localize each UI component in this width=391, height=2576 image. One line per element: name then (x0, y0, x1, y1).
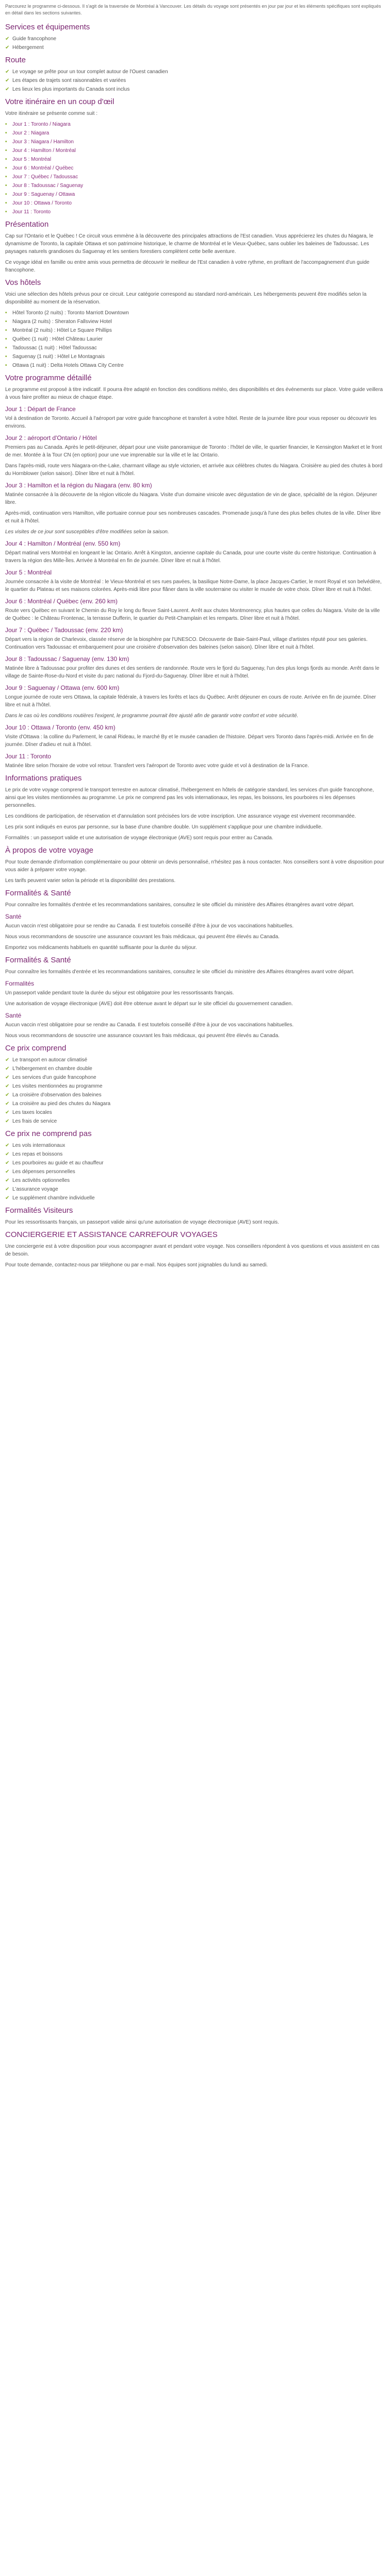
list-item: ✔ Les repas et boissons (5, 1151, 63, 1157)
itinerary-day-link[interactable]: Jour 1 : Toronto / Niagara (12, 122, 71, 127)
list-item[interactable] (5, 138, 386, 146)
bullet-icon: • (5, 157, 7, 162)
list-item: ✔ La croisière d'observation des baleines (5, 1092, 102, 1098)
list-item: ✔ Hébergement (5, 45, 44, 50)
list-item[interactable] (5, 173, 386, 181)
check-icon: ✔ (5, 1178, 10, 1183)
list-item: • Niagara (2 nuits) : Sheraton Fallsview Hotel (5, 319, 112, 325)
check-icon: ✔ (5, 1195, 10, 1201)
list-item: ✔ L'assurance voyage (5, 1187, 58, 1192)
itinerary-day-link[interactable]: Jour 2 : Niagara (12, 130, 50, 136)
itinerary-day-link[interactable]: Jour 9 : Saguenay / Ottawa (12, 192, 75, 197)
list-item: • Montréal (2 nuits) : Hôtel Le Square Phillips (5, 328, 112, 333)
list-item[interactable] (5, 164, 386, 172)
list-item: • Ottawa (1 nuit) : Delta Hotels Ottawa City Centre (5, 363, 124, 368)
bullet-icon: • (5, 200, 7, 206)
sante-title: Santé (5, 1012, 22, 1019)
presentation-title: Présentation (5, 220, 49, 229)
included-title: Ce prix comprend (5, 1044, 67, 1053)
day-paragraph: Matinée consacrée à la découverte de la région viticole du Niagara. Visite d'un domaine vinicole avec dégustation de vin de glace, spécialité de la région. Déjeuner libre. (5, 492, 378, 505)
check-icon: ✔ (5, 1187, 10, 1192)
day-list (5, 404, 386, 770)
bullet-icon: • (5, 328, 7, 333)
sante-title: Santé (5, 913, 22, 920)
check-icon: ✔ (5, 1143, 10, 1148)
formalites-paragraph: Une autorisation de voyage électronique (AVE) doit être obtenue avant le départ sur le site officiel du gouvernement canadien. (5, 1001, 293, 1007)
day-title: Jour 7 : Québec / Tadoussac (env. 220 km) (5, 626, 123, 634)
check-icon: ✔ (5, 1092, 10, 1098)
day-paragraph: Dans l'après-midi, route vers Niagara-on-the-Lake, charmant village au style victorien, et arrivée aux célèbres chutes du Niagara. Croisière au pied des chutes à bord du Hornblower (selon saison). Dîner libre et nuit à l'hôtel. (5, 463, 383, 477)
hotels-title: Vos hôtels (5, 278, 41, 287)
bullet-icon: • (5, 165, 7, 171)
check-icon: ✔ (5, 1160, 10, 1166)
list-item: ✔ Les lieux les plus importants du Canada sont inclus (5, 87, 130, 92)
info-paragraph: Les conditions de participation, de réservation et d'annulation sont précisées lors de votre inscription. Une assurance voyage est vivement recommandée. (5, 814, 356, 819)
excluded-title: Ce prix ne comprend pas (5, 1129, 92, 1138)
list-item: ✔ L'hébergement en chambre double (5, 1066, 92, 1072)
check-icon: ✔ (5, 1110, 10, 1115)
day-paragraph: Après-midi, continuation vers Hamilton, ville portuaire connue pour ses nombreuses cascades. Promenade jusqu'à l'une des plus belles chutes de la ville. Dîner libre et nuit à l'hôtel. (5, 511, 381, 524)
itinerary-day-link[interactable]: Jour 6 : Montréal / Québec (12, 165, 74, 171)
itinerary-day-link[interactable]: Jour 4 : Hamilton / Montréal (12, 148, 76, 154)
conciergerie-title: CONCIERGERIE ET ASSISTANCE CARREFOUR VOYAGES (5, 1230, 218, 1239)
formalites-title: Formalités & Santé (5, 956, 71, 964)
check-icon: ✔ (5, 1057, 10, 1063)
list-item: ✔ Guide francophone (5, 36, 57, 42)
itinerary-day-link[interactable]: Jour 3 : Niagara / Hamilton (12, 139, 74, 145)
bullet-icon: • (5, 209, 7, 215)
info-title: Informations pratiques (5, 774, 82, 783)
list-item[interactable] (5, 147, 386, 155)
list-item: ✔ Les vols internationaux (5, 1143, 66, 1148)
day-title: Jour 5 : Montréal (5, 569, 52, 576)
sante-paragraph: Nous vous recommandons de souscrire une assurance couvrant les frais médicaux, qui peuvent être élevés au Canada. (5, 934, 280, 940)
day-notice: Les visites de ce jour sont susceptibles d'être modifiées selon la saison. (5, 529, 169, 535)
programme-paragraph: Le programme est proposé à titre indicatif. Il pourra être adapté en fonction des conditions météo, des disponibilités et des événements sur place. Votre guide veillera à vous faire profiter au mieux de chaque étape. (5, 387, 383, 400)
check-icon: ✔ (5, 1151, 10, 1157)
day-paragraph: Visite d'Ottawa : la colline du Parlement, le canal Rideau, le marché By et le musée canadien de l'histoire. Départ vers Toronto dans l'après-midi. Arrivée en fin de journée. Dîner d'adieu et nuit à l'hôtel. (5, 734, 374, 748)
list-item: • Québec (1 nuit) : Hôtel Château Laurier (5, 336, 103, 342)
check-icon: ✔ (5, 1066, 10, 1072)
itinerary-day-link[interactable]: Jour 7 : Québec / Tadoussac (12, 174, 78, 180)
bullet-icon: • (5, 122, 7, 127)
day-title: Jour 11 : Toronto (5, 753, 51, 760)
info-paragraph: Formalités : un passeport valide et une autorisation de voyage électronique (AVE) sont requis pour entrer au Canada. (5, 835, 273, 841)
itinerary-day-link[interactable]: Jour 11 : Toronto (12, 209, 51, 215)
list-item: ✔ Les taxes locales (5, 1110, 52, 1115)
itinerary-day-link[interactable]: Jour 8 : Tadoussac / Saguenay (12, 183, 84, 189)
hotels-list (5, 309, 386, 369)
list-item: ✔ Les activités optionnelles (5, 1178, 70, 1183)
formalites-paragraph: Pour connaître les formalités d'entrée et les recommandations sanitaires, consultez le site officiel du ministère des Affaires étrangères avant votre départ. (5, 902, 354, 908)
conciergerie-paragraph: Une conciergerie est à votre disposition pour vous accompagner avant et pendant votre voyage. Nos conseillers répondent à vos questions et vous assistent en cas de besoin. (5, 1244, 380, 1257)
programme-title: Votre programme détaillé (5, 374, 92, 382)
hotels-paragraph: Voici une sélection des hôtels prévus pour ce circuit. Leur catégorie correspond au standard nord-américain. Les hébergements peuvent être modifiés selon la disponibilité au moment de la réservation. (5, 292, 367, 305)
day-title: Jour 10 : Ottawa / Toronto (env. 450 km) (5, 724, 116, 731)
itinerary-day-link[interactable]: Jour 5 : Montréal (12, 157, 52, 162)
bullet-icon: • (5, 336, 7, 342)
list-item: ✔ Les services d'un guide francophone (5, 1075, 96, 1080)
sante-paragraph: Nous vous recommandons de souscrire une assurance couvrant les frais médicaux, qui peuvent être élevés au Canada. (5, 1033, 280, 1039)
check-icon: ✔ (5, 1083, 10, 1089)
itinerary-day-link[interactable]: Jour 10 : Ottawa / Toronto (12, 200, 72, 206)
check-icon: ✔ (5, 69, 10, 75)
list-item[interactable] (5, 199, 386, 207)
check-icon: ✔ (5, 1075, 10, 1080)
info-paragraph: Le prix de votre voyage comprend le transport terrestre en autocar climatisé, l'hébergement en hôtels de catégorie standard, les services d'un guide francophone, ainsi que les visites mentionnées au programme. Le prix ne comprend pas les vols internationaux, les repas, les boissons, les pourboires ni les dépenses personnelles. (5, 787, 374, 808)
list-item: ✔ Le transport en autocar climatisé (5, 1057, 88, 1063)
bullet-icon: • (5, 319, 7, 325)
page (5, 0, 386, 1272)
presentation-paragraph: Ce voyage idéal en famille ou entre amis vous permettra de découvrir le meilleur de l'Est canadien à votre rythme, en profitant de l'accompagnement d'un guide francophone. (5, 260, 370, 273)
excluded-list (5, 1142, 386, 1202)
bullet-icon: • (5, 363, 7, 368)
formalites-paragraph: Un passeport valide pendant toute la durée du séjour est obligatoire pour les ressortissants français. (5, 990, 234, 996)
sante-paragraph: Aucun vaccin n'est obligatoire pour se rendre au Canada. Il est toutefois conseillé d'être à jour de vos vaccinations habituelles. (5, 1022, 294, 1028)
check-icon: ✔ (5, 87, 10, 92)
day-paragraph: Matinée libre à Tadoussac pour profiter des dunes et des sentiers de randonnée. Route vers le fjord du Saguenay, l'un des plus longs fjords au monde. Arrêt dans le village de Sainte-Rose-du-Nord et visite du parc national du Fjord-du-Saguenay. Dîner libre et nuit à l'hôtel. (5, 666, 380, 679)
formalites-paragraph: Pour connaître les formalités d'entrée et les recommandations sanitaires, consultez le site officiel du ministère des Affaires étrangères avant votre départ. (5, 969, 354, 975)
price-paragraph: Les tarifs peuvent varier selon la période et la disponibilité des prestations. (5, 878, 176, 884)
list-item[interactable] (5, 156, 386, 163)
sante-paragraph: Aucun vaccin n'est obligatoire pour se rendre au Canada. Il est toutefois conseillé d'être à jour de vos vaccinations habituelles. (5, 923, 294, 929)
day-title: Jour 9 : Saguenay / Ottawa (env. 600 km) (5, 684, 120, 691)
list-item: ✔ Les dépenses personnelles (5, 1169, 75, 1175)
sante-paragraph: Emportez vos médicaments habituels en quantité suffisante pour la durée du séjour. (5, 945, 197, 951)
check-icon: ✔ (5, 45, 10, 50)
itinerary-subtitle: Votre itinéraire se présente comme suit : (5, 111, 97, 116)
day-paragraph: Départ vers la région de Charlevoix, classée réserve de la biosphère par l'UNESCO. Découverte de Baie-Saint-Paul, village d'artistes réputé pour ses galeries. Continuation vers Tadoussac et embarquement pour une croisière d'observation des baleines (selon saison). Dîner libre et nuit à l'hôtel. (5, 637, 368, 650)
list-item[interactable] (5, 208, 386, 216)
list-item[interactable] (5, 121, 386, 128)
itinerary-title: Votre itinéraire en un coup d'œil (5, 97, 115, 106)
services-title: Services et équipements (5, 23, 90, 31)
day-paragraph: Premiers pas au Canada. Après le petit-déjeuner, départ pour une visite panoramique de Toronto : l'hôtel de ville, le quartier financier, le Kensington Market et le front de mer. Montée à la Tour CN (en option) pour une vue imprenable sur la ville et le lac Ontario. (5, 445, 382, 458)
list-item: ✔ Le supplément chambre individuelle (5, 1195, 95, 1201)
list-item: ✔ Les étapes de trajets sont raisonnables et variées (5, 78, 126, 83)
day-paragraph: Matinée libre selon l'horaire de votre vol retour. Transfert vers l'aéroport de Toronto avec votre guide et vol à destination de la France. (5, 763, 309, 769)
list-item: ✔ Les pourboires au guide et au chauffeur (5, 1160, 104, 1166)
day-title: Jour 8 : Tadoussac / Saguenay (env. 130 km) (5, 655, 129, 663)
list-item: • Tadoussac (1 nuit) : Hôtel Tadoussac (5, 345, 97, 351)
check-icon: ✔ (5, 1118, 10, 1124)
formalites-title: Formalités & Santé (5, 889, 71, 897)
presentation-paragraph: Cap sur l'Ontario et le Québec ! Ce circuit vous emmène à la découverte des principales attractions de l'Est canadien. Vous apprécierez les chutes du Niagara, le dynamisme de Toronto, la capitale Ottawa et son patrimoine historique, le charme de Montréal et le Vieux-Québec, sans oublier les baleines de Tadoussac. Les paysages naturels grandioses du Saguenay et les sentiers forestiers complètent cette belle aventure. (5, 233, 373, 255)
list-item: • Hôtel Toronto (2 nuits) : Toronto Marriott Downtown (5, 310, 129, 316)
itinerary-list (5, 121, 386, 216)
included-list (5, 1056, 386, 1125)
bullet-icon: • (5, 148, 7, 154)
day-paragraph: Vol à destination de Toronto. Accueil à l'aéroport par votre guide francophone et transfert à votre hôtel. Reste de la journée libre pour vous reposer ou découvrir les environs. (5, 416, 377, 429)
bullet-icon: • (5, 310, 7, 316)
intro-text: Parcourez le programme ci-dessous. Il s'agit de la traversée de Montréal à Vancouver. Les détails du voyage sont présentés en jour par jour et les éléments spécifiques sont expliqués en détail dans les sections suivantes. (5, 4, 381, 15)
bullet-icon: • (5, 345, 7, 351)
price-paragraph: Pour toute demande d'information complémentaire ou pour obtenir un devis personnalisé, n'hésitez pas à nous contacter. Nos conseillers sont à votre disposition pour vous aider à préparer votre voyage. (5, 859, 384, 873)
check-icon: ✔ (5, 1169, 10, 1175)
check-icon: ✔ (5, 78, 10, 83)
services-list (5, 35, 386, 52)
list-item: ✔ Le voyage se prête pour un tour complet autour de l'Ouest canadien (5, 69, 168, 75)
list-item: ✔ La croisière au pied des chutes du Niagara (5, 1101, 111, 1107)
day-title: Jour 4 : Hamilton / Montréal (env. 550 km) (5, 540, 121, 547)
formalites-subtitle: Formalités (5, 980, 35, 987)
route-list (5, 68, 386, 93)
list-item: ✔ Les frais de service (5, 1118, 57, 1124)
day-title: Jour 1 : Départ de France (5, 405, 76, 413)
price-title: À propos de votre voyage (5, 846, 93, 855)
route-title: Route (5, 56, 26, 64)
bullet-icon: • (5, 354, 7, 360)
bullet-icon: • (5, 183, 7, 189)
bullet-icon: • (5, 139, 7, 145)
conciergerie-paragraph: Pour toute demande, contactez-nous par téléphone ou par e-mail. Nos équipes sont joignables du lundi au samedi. (5, 1262, 268, 1268)
bullet-icon: • (5, 174, 7, 180)
day-title: Jour 2 : aéroport d'Ontario / Hôtel (5, 434, 97, 442)
check-icon: ✔ (5, 1101, 10, 1107)
day-notice: Dans le cas où les conditions routières l'exigent, le programme pourrait être ajusté afin de garantir votre confort et votre sécurité. (5, 713, 299, 719)
bullet-icon: • (5, 130, 7, 136)
list-item[interactable] (5, 182, 386, 190)
bullet-icon: • (5, 192, 7, 197)
day-paragraph: Longue journée de route vers Ottawa, la capitale fédérale, à travers les forêts et lacs du Québec. Arrêt déjeuner en cours de route. Arrivée en fin de journée. Dîner libre et nuit à l'hôtel. (5, 694, 376, 708)
info-paragraph: Les prix sont indiqués en euros par personne, sur la base d'une chambre double. Un supplément s'applique pour une chambre individuelle. (5, 824, 323, 830)
list-item[interactable] (5, 129, 386, 137)
day-title: Jour 6 : Montréal / Québec (env. 260 km) (5, 598, 118, 605)
list-item[interactable] (5, 191, 386, 198)
list-item: ✔ Les visites mentionnées au programme (5, 1083, 103, 1089)
day-paragraph: Départ matinal vers Montréal en longeant le lac Ontario. Arrêt à Kingston, ancienne capitale du Canada, pour une courte visite du centre historique. Continuation à travers la région des Mille-Îles. Arrivée à Montréal en fin de journée. Dîner libre et nuit à l'hôtel. (5, 550, 376, 564)
formalites-visiteurs-paragraph: Pour les ressortissants français, un passeport valide ainsi qu'une autorisation de voyage électronique (AVE) sont requis. (5, 1219, 279, 1225)
formalites-visiteurs-title: Formalités Visiteurs (5, 1206, 73, 1215)
day-paragraph: Journée consacrée à la visite de Montréal : le Vieux-Montréal et ses rues pavées, la basilique Notre-Dame, la place Jacques-Cartier, le mont Royal et son belvédère, le quartier du Plateau et ses maisons colorées. Après-midi libre pour flâner dans la ville souterraine ou visiter le musée de votre choix. Dîner libre et nuit à l'hôtel. (5, 579, 382, 592)
check-icon: ✔ (5, 36, 10, 42)
list-item: • Saguenay (1 nuit) : Hôtel Le Montagnais (5, 354, 105, 360)
day-title: Jour 3 : Hamilton et la région du Niagara (env. 80 km) (5, 482, 152, 489)
day-paragraph: Route vers Québec en suivant le Chemin du Roy le long du fleuve Saint-Laurent. Arrêt aux chutes Montmorency, plus hautes que celles du Niagara. Visite de la ville de Québec : le Château Frontenac, la terrasse Dufferin, le quartier du Petit-Champlain et les remparts. Dîner libre et nuit à l'hôtel. (5, 608, 380, 621)
